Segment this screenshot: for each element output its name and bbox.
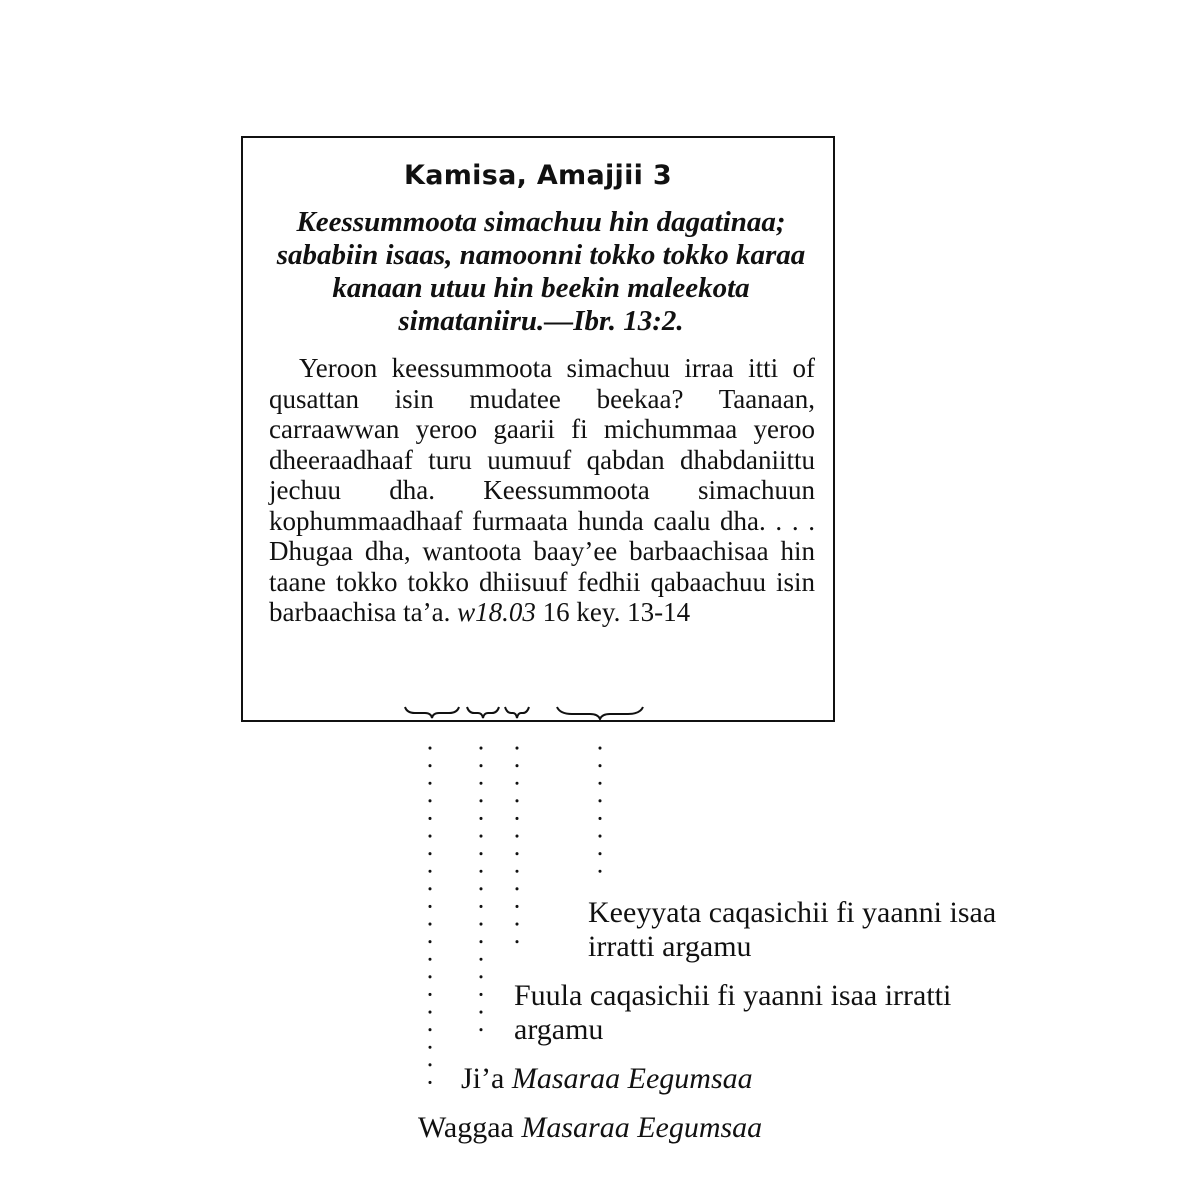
daily-text-card bbox=[241, 136, 835, 722]
label-issue-title: Masaraa Eegumsaa bbox=[511, 1062, 753, 1095]
label-issue-prefix: Ji’a bbox=[461, 1062, 505, 1095]
comment-paragraph bbox=[269, 353, 815, 628]
label-year bbox=[418, 1111, 762, 1145]
label-page bbox=[514, 979, 1014, 1047]
citation bbox=[457, 597, 690, 627]
theme-scripture: Keessummoota simachuu hin dagatinaa; sababiin isaas, namoonni tokko tokko karaa kanaan utuu hin beekin maleekota simataniiru.—Ibr. 13:2. bbox=[276, 206, 806, 337]
label-paragraphs bbox=[588, 896, 1068, 964]
daily-comment bbox=[269, 353, 815, 628]
citation-issue: .03 bbox=[502, 597, 536, 627]
citation-paragraphs: key. 13-14 bbox=[576, 597, 691, 627]
citation-page: 16 bbox=[542, 597, 570, 627]
label-page-text: Fuula caqasichii fi yaanni isaa irratti argamu bbox=[514, 979, 952, 1046]
label-year-prefix: Waggaa bbox=[418, 1111, 514, 1144]
label-issue bbox=[461, 1062, 753, 1096]
comment-text: Yeroon keessummoota simachuu irraa itti of qusattan isin mudatee beekaa? Taanaan, carraawwan yeroo gaarii fi michummaa yeroo dheeraadhaaf turu uumuuf qabdan dhabdaniittu jechuu dha. Keessummoota simachuun kophummaadhaaf furmaata hunda caalu dha. . . . Dhugaa dha, wantoota baay’ee barbaachisaa hin taane tokko tokko dhiisuuf fedhii qabaachuu isin barbaachisa ta’a. bbox=[269, 353, 815, 627]
citation-publication: w18 bbox=[457, 597, 503, 627]
day-title: Kamisa, Amajjii 3 bbox=[403, 160, 673, 191]
label-year-title: Masaraa Eegumsaa bbox=[521, 1111, 763, 1144]
label-paragraphs-text: Keeyyata caqasichii fi yaanni isaa irratti argamu bbox=[588, 896, 997, 963]
